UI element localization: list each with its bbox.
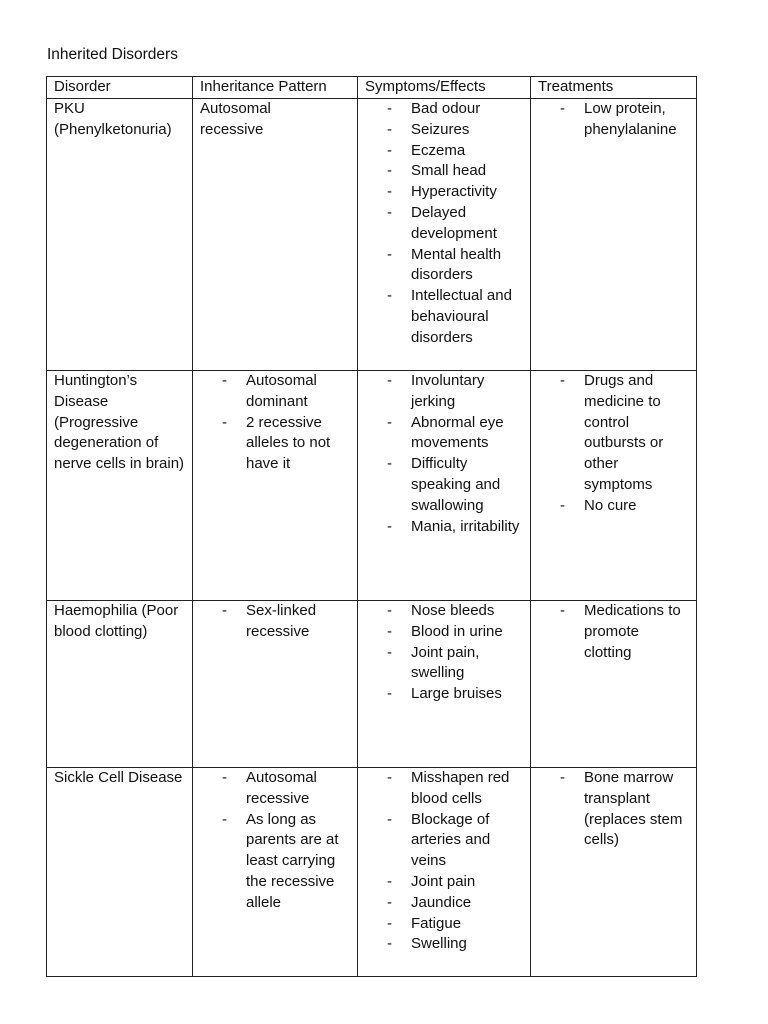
list-item: - Bad odour xyxy=(365,99,524,120)
list-item: - Joint pain xyxy=(365,872,524,893)
table-row xyxy=(47,768,697,977)
list-item: - Autosomal recessive xyxy=(200,768,351,810)
treatments-list xyxy=(538,768,690,851)
list-item: - Blockage of arteries and veins xyxy=(365,810,524,872)
list-item: - Eczema xyxy=(365,141,524,162)
header-treatments: Treatments xyxy=(531,77,697,99)
list-item: - Sex-linked recessive xyxy=(200,601,351,643)
symptoms-list xyxy=(365,371,524,537)
disorder-cell xyxy=(47,99,193,371)
list-item: - Bone marrow transplant (replaces stem cells) xyxy=(538,768,690,851)
document-title: Inherited Disorders xyxy=(47,46,178,63)
inheritance-cell xyxy=(193,768,358,977)
list-item: - Large bruises xyxy=(365,684,524,705)
list-item: - Intellectual and behavioural disorders xyxy=(365,286,524,348)
treatments-cell xyxy=(531,371,697,601)
list-item: - Nose bleeds xyxy=(365,601,524,622)
list-item: - Fatigue xyxy=(365,914,524,935)
inheritance-list xyxy=(200,371,351,475)
header-disorder: Disorder xyxy=(47,77,193,99)
list-item: - Mania, irritability xyxy=(365,517,524,538)
symptoms-cell xyxy=(358,371,531,601)
treatments-cell xyxy=(531,768,697,977)
inheritance-list xyxy=(200,768,351,914)
list-item: - Drugs and medicine to control outbursts or other symptoms xyxy=(538,371,690,496)
disorder-name: Haemophilia (Poor blood clotting) xyxy=(54,602,179,640)
treatments-cell xyxy=(531,601,697,768)
list-item: - 2 recessive alleles to not have it xyxy=(200,413,351,475)
list-item: - Abnormal eye movements xyxy=(365,413,524,455)
list-item: - Small head xyxy=(365,161,524,182)
treatments-cell xyxy=(531,99,697,371)
disorder-name: Sickle Cell Disease xyxy=(54,769,183,786)
header-symptoms-effects: Symptoms/Effects xyxy=(358,77,531,99)
symptoms-cell xyxy=(358,768,531,977)
disorder-name: PKU (Phenylketonuria) xyxy=(54,100,172,138)
list-item: - Medications to promote clotting xyxy=(538,601,690,663)
disorder-cell xyxy=(47,768,193,977)
list-item: - Difficulty speaking and swallowing xyxy=(365,454,524,516)
inheritance-text: Autosomal recessive xyxy=(200,100,271,138)
list-item: - Swelling xyxy=(365,934,524,955)
symptoms-list xyxy=(365,601,524,705)
list-item: - Blood in urine xyxy=(365,622,524,643)
list-item: - Seizures xyxy=(365,120,524,141)
symptoms-list xyxy=(365,99,524,349)
list-item: - Low protein, phenylalanine xyxy=(538,99,690,141)
list-item: - Involuntary jerking xyxy=(365,371,524,413)
list-item: - Hyperactivity xyxy=(365,182,524,203)
list-item: - No cure xyxy=(538,496,690,517)
list-item: - Misshapen red blood cells xyxy=(365,768,524,810)
table-row xyxy=(47,601,697,768)
list-item: - As long as parents are at least carrying the recessive allele xyxy=(200,810,351,914)
table-header-row xyxy=(47,77,697,99)
table-row xyxy=(47,371,697,601)
treatments-list xyxy=(538,99,690,141)
inheritance-cell xyxy=(193,99,358,371)
symptoms-cell xyxy=(358,601,531,768)
list-item: - Delayed development xyxy=(365,203,524,245)
header-inheritance-pattern: Inheritance Pattern xyxy=(193,77,358,99)
list-item: - Joint pain, swelling xyxy=(365,643,524,685)
symptoms-list xyxy=(365,768,524,955)
symptoms-cell xyxy=(358,99,531,371)
treatments-list xyxy=(538,371,690,517)
table-row xyxy=(47,99,697,371)
inherited-disorders-table xyxy=(46,76,697,977)
treatments-list xyxy=(538,601,690,663)
list-item: - Mental health disorders xyxy=(365,245,524,287)
disorder-cell xyxy=(47,371,193,601)
inheritance-cell xyxy=(193,601,358,768)
inheritance-list xyxy=(200,601,351,643)
disorder-name: Huntington’s Disease (Progressive degeneration of nerve cells in brain) xyxy=(54,372,185,473)
inheritance-cell xyxy=(193,371,358,601)
list-item: - Autosomal dominant xyxy=(200,371,351,413)
list-item: - Jaundice xyxy=(365,893,524,914)
disorder-cell xyxy=(47,601,193,768)
